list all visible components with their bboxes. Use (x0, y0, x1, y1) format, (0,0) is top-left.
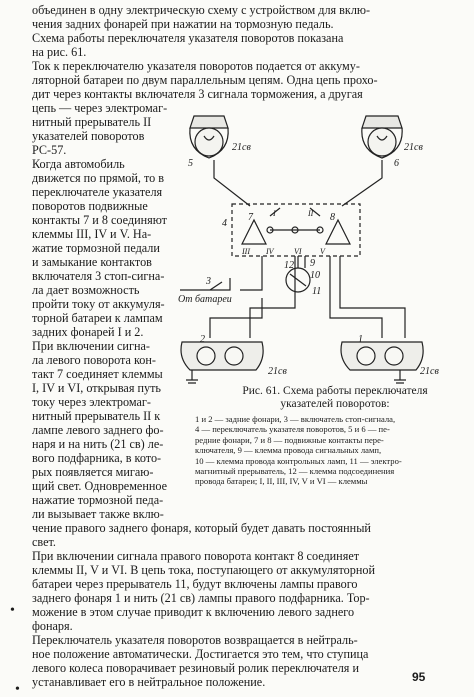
caption-line: провода батареи; I, II, III, IV, V и VI — клеммы (195, 476, 368, 487)
caption-line: 1 и 2 — задние фонари, 3 — включатель стоп-сигнала, (195, 414, 396, 424)
text-line: поворотов подвижные (32, 199, 148, 213)
text-line: чение правого заднего фонаря, который будет давать постоянный (32, 521, 371, 535)
label-term-III: III (242, 247, 250, 256)
text-line: жатие тормозной педали (32, 241, 160, 255)
text-line: клеммы III, IV и V. На- (32, 227, 152, 241)
caption-line: редние фонари, 7 и 8 — подвижные контакты пере- (195, 434, 384, 445)
front-lamp-right (362, 116, 402, 158)
text-line: нитный прерыватель II к (32, 409, 161, 423)
text-line: Когда автомобиль (32, 157, 125, 171)
caption-line: магнитный прерыватель, 12 — клемма подсоединения (195, 466, 395, 477)
text-line: торной батареи к лампам (32, 311, 163, 325)
text-line: наря и на нить (21 св) ле- (32, 437, 164, 451)
margin-dot: • (10, 603, 15, 618)
text-line: включателя 3 стоп-сигна- (32, 269, 165, 283)
label-term-VI: VI (294, 247, 302, 256)
text-line: дит через контакты включателя 3 сигнала торможения, а другая (32, 87, 363, 101)
text-line: и замыкание контактов (32, 255, 152, 269)
label-8: 8 (330, 212, 335, 223)
page-number: 95 (412, 670, 426, 684)
wiring-diagram (170, 98, 455, 410)
text-line: контакты 7 и 8 соединяют (32, 213, 167, 227)
text-line: движется по прямой, то в (32, 171, 165, 185)
label-21sv-front-left: 21св (232, 142, 251, 153)
margin-dot: • (15, 682, 20, 697)
text-line: чения задних фонарей при нажатии на тормозную педаль. (32, 17, 334, 31)
text-line: щий свет. Одновременное (32, 479, 168, 493)
text-line: указателей поворотов (32, 129, 145, 143)
figure-caption-legend (195, 414, 457, 487)
label-9: 9 (310, 258, 315, 269)
text-line: заднего фонаря 1 и нить (21 св) лампы правого подфарника. Тор- (32, 591, 370, 605)
label-7: 7 (248, 212, 253, 223)
text-line: рых появляется мигаю- (32, 465, 154, 479)
label-21sv-rear-left: 21св (268, 366, 287, 377)
text-line: лампе левого заднего фо- (32, 423, 164, 437)
caption-line: ключателя, 9 — клемма провода сигнальных ламп, (195, 445, 382, 456)
rear-lamp-left (181, 342, 263, 370)
figure-caption-title: Рис. 61. Схема работы переключателя указателей поворотов: (242, 385, 428, 410)
text-line: объединен в одну электрическую схему с устройством для вклю- (32, 3, 371, 17)
label-6: 6 (394, 158, 399, 169)
caption-line: 4 — переключатель указателя поворотов, 5 и 6 — пе- (195, 424, 390, 435)
label-21sv-front-right: 21св (404, 142, 423, 153)
text-line: Переключатель указателя поворотов возвращается в нейтраль- (32, 633, 358, 647)
rear-lamp-right (341, 342, 423, 370)
label-term-I: I (273, 209, 276, 218)
text-line: батареи через прерыватель 11, будут включены лампы правого (32, 577, 358, 591)
text-line: устанавливает его в нейтральное положение. (32, 675, 266, 689)
label-11: 11 (312, 286, 322, 297)
text-line: ла левого поворота кон- (32, 353, 156, 367)
caption-line: 10 — клемма провода контрольных ламп, 11 — электро- (195, 455, 402, 466)
text-line: свет. (32, 535, 56, 549)
text-line: фонаря. (32, 619, 73, 633)
text-line: ли вызывает также вклю- (32, 507, 164, 521)
label-2: 2 (200, 334, 205, 345)
label-battery: От батареи (178, 294, 232, 305)
text-line: можение в этом случае приводит к включению левого заднего (32, 605, 355, 619)
text-line: току через электромаг- (32, 395, 151, 409)
text-line: цепь — через электромаг- (32, 101, 168, 115)
text-line: нитный прерыватель II (32, 115, 152, 129)
label-21sv-rear-right: 21св (420, 366, 439, 377)
text-line: клеммы II, V и VI. В цепь тока, поступающего от аккумуляторной (32, 563, 375, 577)
front-lamp-left (190, 116, 228, 158)
text-line: на рис. 61. (32, 45, 87, 59)
text-line: такт 7 соединяет клеммы (32, 367, 163, 381)
text-line: задних фонарей I и 2. (32, 325, 144, 339)
label-3: 3 (206, 276, 211, 287)
text-line: вого подфарника, в кото- (32, 451, 162, 465)
text-line: При включении сигна- (32, 339, 150, 353)
text-line: переключателе указателя (32, 185, 163, 199)
text-line: ное положение автоматически. Достигается это тем, что ступица (32, 647, 369, 661)
label-term-V: V (320, 247, 325, 256)
label-term-II: II (308, 209, 314, 218)
text-line: левого колеса поворачивает резиновый ролик переключателя и (32, 661, 359, 675)
text-line: I, IV и VI, открывая путь (32, 381, 161, 395)
text-line: ла дает возможность (32, 283, 140, 297)
label-12: 12 (284, 260, 294, 271)
label-4: 4 (222, 218, 227, 229)
label-term-IV: IV (266, 247, 274, 256)
text-line: нажатие тормозной педа- (32, 493, 164, 507)
label-5: 5 (188, 158, 193, 169)
text-line: Схема работы переключателя указателя поворотов показана (32, 31, 344, 45)
text-line: Ток к переключателю указателя поворотов подается от аккуму- (32, 59, 360, 73)
text-line: При включении сигнала правого поворота контакт 8 соединяет (32, 549, 360, 563)
label-10: 10 (310, 270, 320, 281)
label-1: 1 (358, 334, 363, 345)
text-line: РС-57. (32, 143, 67, 157)
text-line: пройти току от аккумуля- (32, 297, 165, 311)
text-line: ляторной батареи по двум параллельным цепям. Одна цепь прохо- (32, 73, 378, 87)
